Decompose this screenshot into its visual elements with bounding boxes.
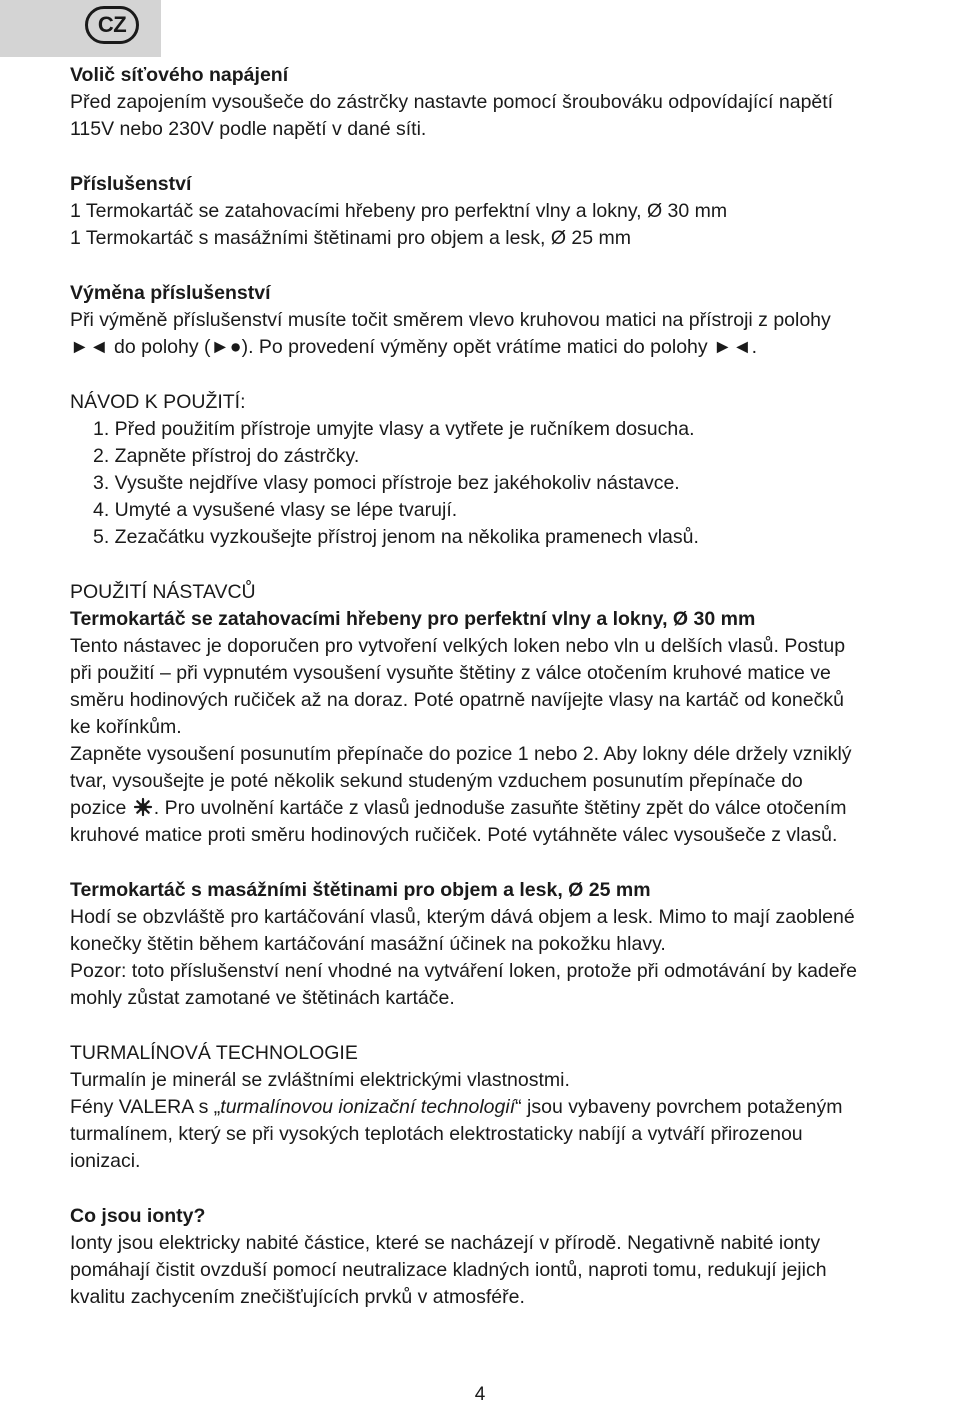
- section-heading: TURMALÍNOVÁ TECHNOLOGIE: [70, 1042, 358, 1064]
- section-heading: Co jsou ionty?: [70, 1205, 206, 1227]
- instruction-step: 5. Zezačátku vyzkoušejte přístroj jenom na několika pramenech vlasů.: [93, 526, 699, 548]
- paragraph-line: turmalínem, který se při vysokých teplotách elektrostaticky nabíjí a vytváří přirozenou: [70, 1123, 803, 1145]
- section-tourmaline: [70, 1040, 950, 1175]
- section-voltage-selector: [70, 62, 950, 143]
- section-instructions: [70, 389, 950, 551]
- paragraph-line: Tento nástavec je doporučen pro vytvoření velkých loken nebo vln u delších vlasů. Postup: [70, 635, 846, 657]
- text-fragment: “ jsou vybaveny povrchem potaženým: [515, 1096, 843, 1118]
- paragraph-line: kruhové matice proti směru hodinových ručiček. Poté vytáhněte válec vysoušeče z vlasů.: [70, 824, 838, 846]
- paragraph-line: pomáhají čistit ovzduší pomocí neutralizace kladných iontů, naproti tomu, redukují jejich: [70, 1259, 827, 1281]
- subsection-heading: Termokartáč se zatahovacími hřebeny pro perfektní vlny a lokny, Ø 30 mm: [70, 608, 756, 630]
- paragraph-line: Při výměně příslušenství musíte točit směrem vlevo kruhovou matici na přístroji z polohy: [70, 309, 831, 331]
- snowflake-icon: [133, 797, 153, 817]
- paragraph-line: [70, 1094, 950, 1121]
- text-fragment: . Pro uvolnění kartáče z vlasů jednoduše zasuňte štětiny zpět do válce otočením: [153, 797, 847, 819]
- instruction-step: 1. Před použitím přístroje umyjte vlasy a vytřete je ručníkem dosucha.: [93, 418, 695, 440]
- language-tab: [0, 0, 161, 57]
- emphasis-text: turmalínovou ionizační technologií: [220, 1096, 516, 1118]
- paragraph-line: kvalitu zachycením znečišťujících prvků v atmosféře.: [70, 1286, 525, 1308]
- paragraph-line: Pozor: toto příslušenství není vhodné na vytváření loken, protože při odmotávání by kadeře: [70, 960, 857, 982]
- instruction-list: [70, 416, 950, 551]
- paragraph-line: ionizaci.: [70, 1150, 141, 1172]
- section-heading: Výměna příslušenství: [70, 282, 271, 304]
- paragraph-line: směru hodinových ručiček až na doraz. Poté opatrně navíjejte vlasy na kartáč od konečků: [70, 689, 844, 711]
- paragraph-line: Ionty jsou elektricky nabité částice, které se nacházejí v přírodě. Negativně nabité ionty: [70, 1232, 821, 1254]
- accessory-item: 1 Termokartáč se zatahovacími hřebeny pro perfektní vlny a lokny, Ø 30 mm: [70, 200, 728, 222]
- paragraph-line: při použití – při vypnutém vysoušení vysuňte štětiny z válce otočením kruhové matice ve: [70, 662, 831, 684]
- paragraph-line: Hodí se obzvláště pro kartáčování vlasů, kterým dává objem a lesk. Mimo to mají zaoblené: [70, 906, 855, 928]
- paragraph-line: konečky štětin během kartáčování masážní účinek na pokožku hlavy.: [70, 933, 666, 955]
- section-heading: Volič síťového napájení: [70, 64, 289, 86]
- paragraph-line: [70, 795, 950, 822]
- text-fragment: pozice: [70, 797, 127, 819]
- text-fragment: Fény VALERA s „: [70, 1096, 221, 1118]
- document-body: [70, 62, 950, 1311]
- paragraph-line: 115V nebo 230V podle napětí v dané síti.: [70, 118, 427, 140]
- paragraph-line: Před zapojením vysoušeče do zástrčky nastavte pomocí šroubováku odpovídající napětí: [70, 91, 834, 113]
- section-heading: POUŽITÍ NÁSTAVCŮ: [70, 581, 256, 603]
- page-number: 4: [474, 1384, 486, 1405]
- language-badge: CZ: [85, 6, 139, 44]
- section-heading: Příslušenství: [70, 173, 192, 195]
- section-accessories: [70, 171, 950, 252]
- section-ions: [70, 1203, 950, 1311]
- paragraph-line: ►◄ do polohy (►●). Po provedení výměny opět vrátíme matici do polohy ►◄.: [70, 336, 758, 358]
- paragraph-line: mohly zůstat zamotané ve štětinách kartáče.: [70, 987, 455, 1009]
- section-accessory-exchange: [70, 280, 950, 361]
- section-attachments: [70, 579, 950, 1012]
- instruction-step: 3. Vysušte nejdříve vlasy pomoci přístroje bez jakéhokoliv nástavce.: [93, 472, 680, 494]
- accessory-item: 1 Termokartáč s masážními štětinami pro objem a lesk, Ø 25 mm: [70, 227, 631, 249]
- paragraph-line: tvar, vysoušejte je poté několik sekund studeným vzduchem posunutím přepínače do: [70, 770, 803, 792]
- instruction-step: 2. Zapněte přístroj do zástrčky.: [93, 445, 360, 467]
- paragraph-line: ke kořínkům.: [70, 716, 182, 738]
- instruction-step: 4. Umyté a vysušené vlasy se lépe tvarují.: [93, 499, 458, 521]
- section-heading: NÁVOD K POUŽITÍ:: [70, 391, 246, 413]
- subsection-heading: Termokartáč s masážními štětinami pro objem a lesk, Ø 25 mm: [70, 879, 651, 901]
- paragraph-line: Turmalín je minerál se zvláštními elektrickými vlastnostmi.: [70, 1069, 570, 1091]
- paragraph-line: Zapněte vysoušení posunutím přepínače do pozice 1 nebo 2. Aby lokny déle držely vzniklý: [70, 743, 852, 765]
